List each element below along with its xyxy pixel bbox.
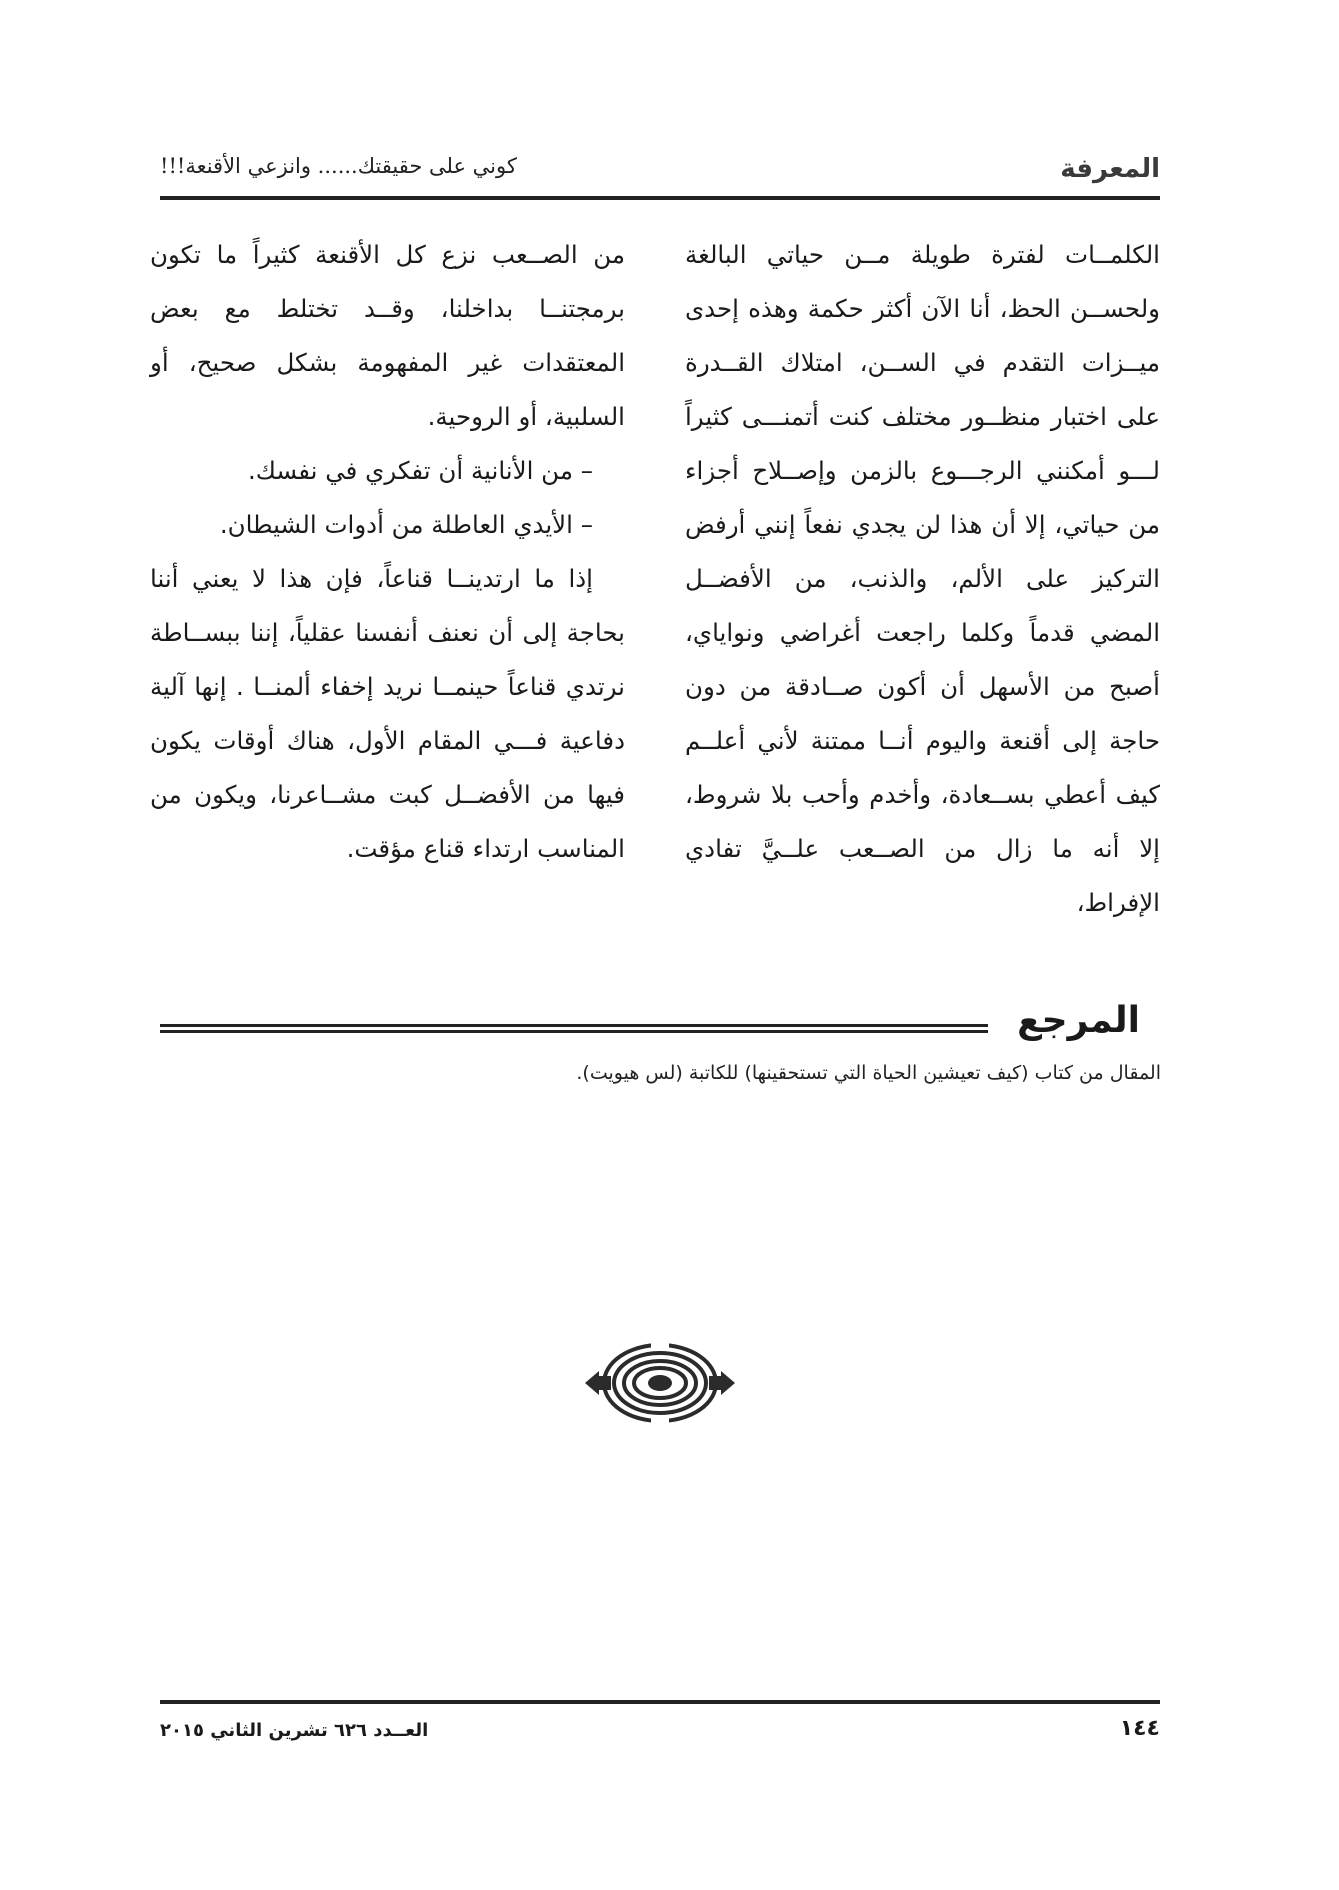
page-footer <box>160 1716 1160 1756</box>
bullet-item: – من الأنانية أن تفكري في نفسك. <box>247 456 593 485</box>
issue-info: العــدد ٦٢٦ تشرين الثاني ٢٠١٥ <box>160 1720 429 1741</box>
heading-rule <box>160 1024 988 1033</box>
page-header <box>160 150 1160 192</box>
bullet-item: – الأيدي العاطلة من أدوات الشيطان. <box>219 510 593 539</box>
paragraph: الكلمــات لفترة طويلة مــن حياتي البالغة ولحســن الحظ، أنا الآن أكثر حكمة وهذه إحدى ميــزات التقدم في الســن، امتلاك القــدرة على اختبار منظــور مختلف كنت أتمنـــى كثيراً لـــو أمكنني الرجـــوع بالزمن وإصــلاح أجزاء من حياتي، إلا أن هذا لن يجدي نفعاً إنني أرفض التركيز على الألم، والذنب، من الأفضــل المضي قدماً وكلما راجعت أغراضي ونواياي، أصبح من الأسهل أن أكون صــادقة من دون حاجة إلى أقنعة واليوم أنــا ممتنة لأني أعلــم كيف أعطي بســعادة، وأخدم وأحب بلا شروط، إلا أنه ما زال من الصــعب علــيَّ تفادي الإفراط، <box>685 240 1160 917</box>
page-number: ١٤٤ <box>1119 1716 1160 1741</box>
header-divider <box>160 196 1160 200</box>
paragraph-closing: إذا ما ارتدينــا قناعاً، فإن هذا لا يعني أننا بحاجة إلى أن نعنف أنفسنا عقلياً، إننا ببســاطة نرتدي قناعاً حينمــا نريد إخفاء ألمنــا . إنها آلية دفاعية فـــي المقام الأول، هناك أوقات يكون فيها من الأفضــل كبت مشــاعرنا، ويكون من المناسب ارتداء قناع مؤقت. <box>150 564 625 863</box>
references-heading <box>160 1000 1160 1060</box>
reference-text: المقال من كتاب (كيف تعيشين الحياة التي تستحقينها) للكاتبة (لس هيويت). <box>576 1062 1161 1084</box>
article-column-right <box>685 228 1160 930</box>
running-title: كوني على حقيقتك...... وانزعي الأقنعة!!! <box>160 154 517 178</box>
references-title: المرجع <box>1017 1000 1140 1041</box>
footer-divider <box>160 1700 1160 1704</box>
paragraph-intro: من الصــعب نزع كل الأقنعة كثيراً ما تكون برمجتنــا بداخلنا، وقــد تختلط مع بعض المعتقدات غير المفهومة بشكل صحيح، أو السلبية، أو الروحية. <box>150 240 625 431</box>
article-column-left <box>150 228 625 876</box>
decorative-ornament-icon <box>585 1340 735 1426</box>
magazine-brand: المعرفة <box>1060 154 1160 184</box>
